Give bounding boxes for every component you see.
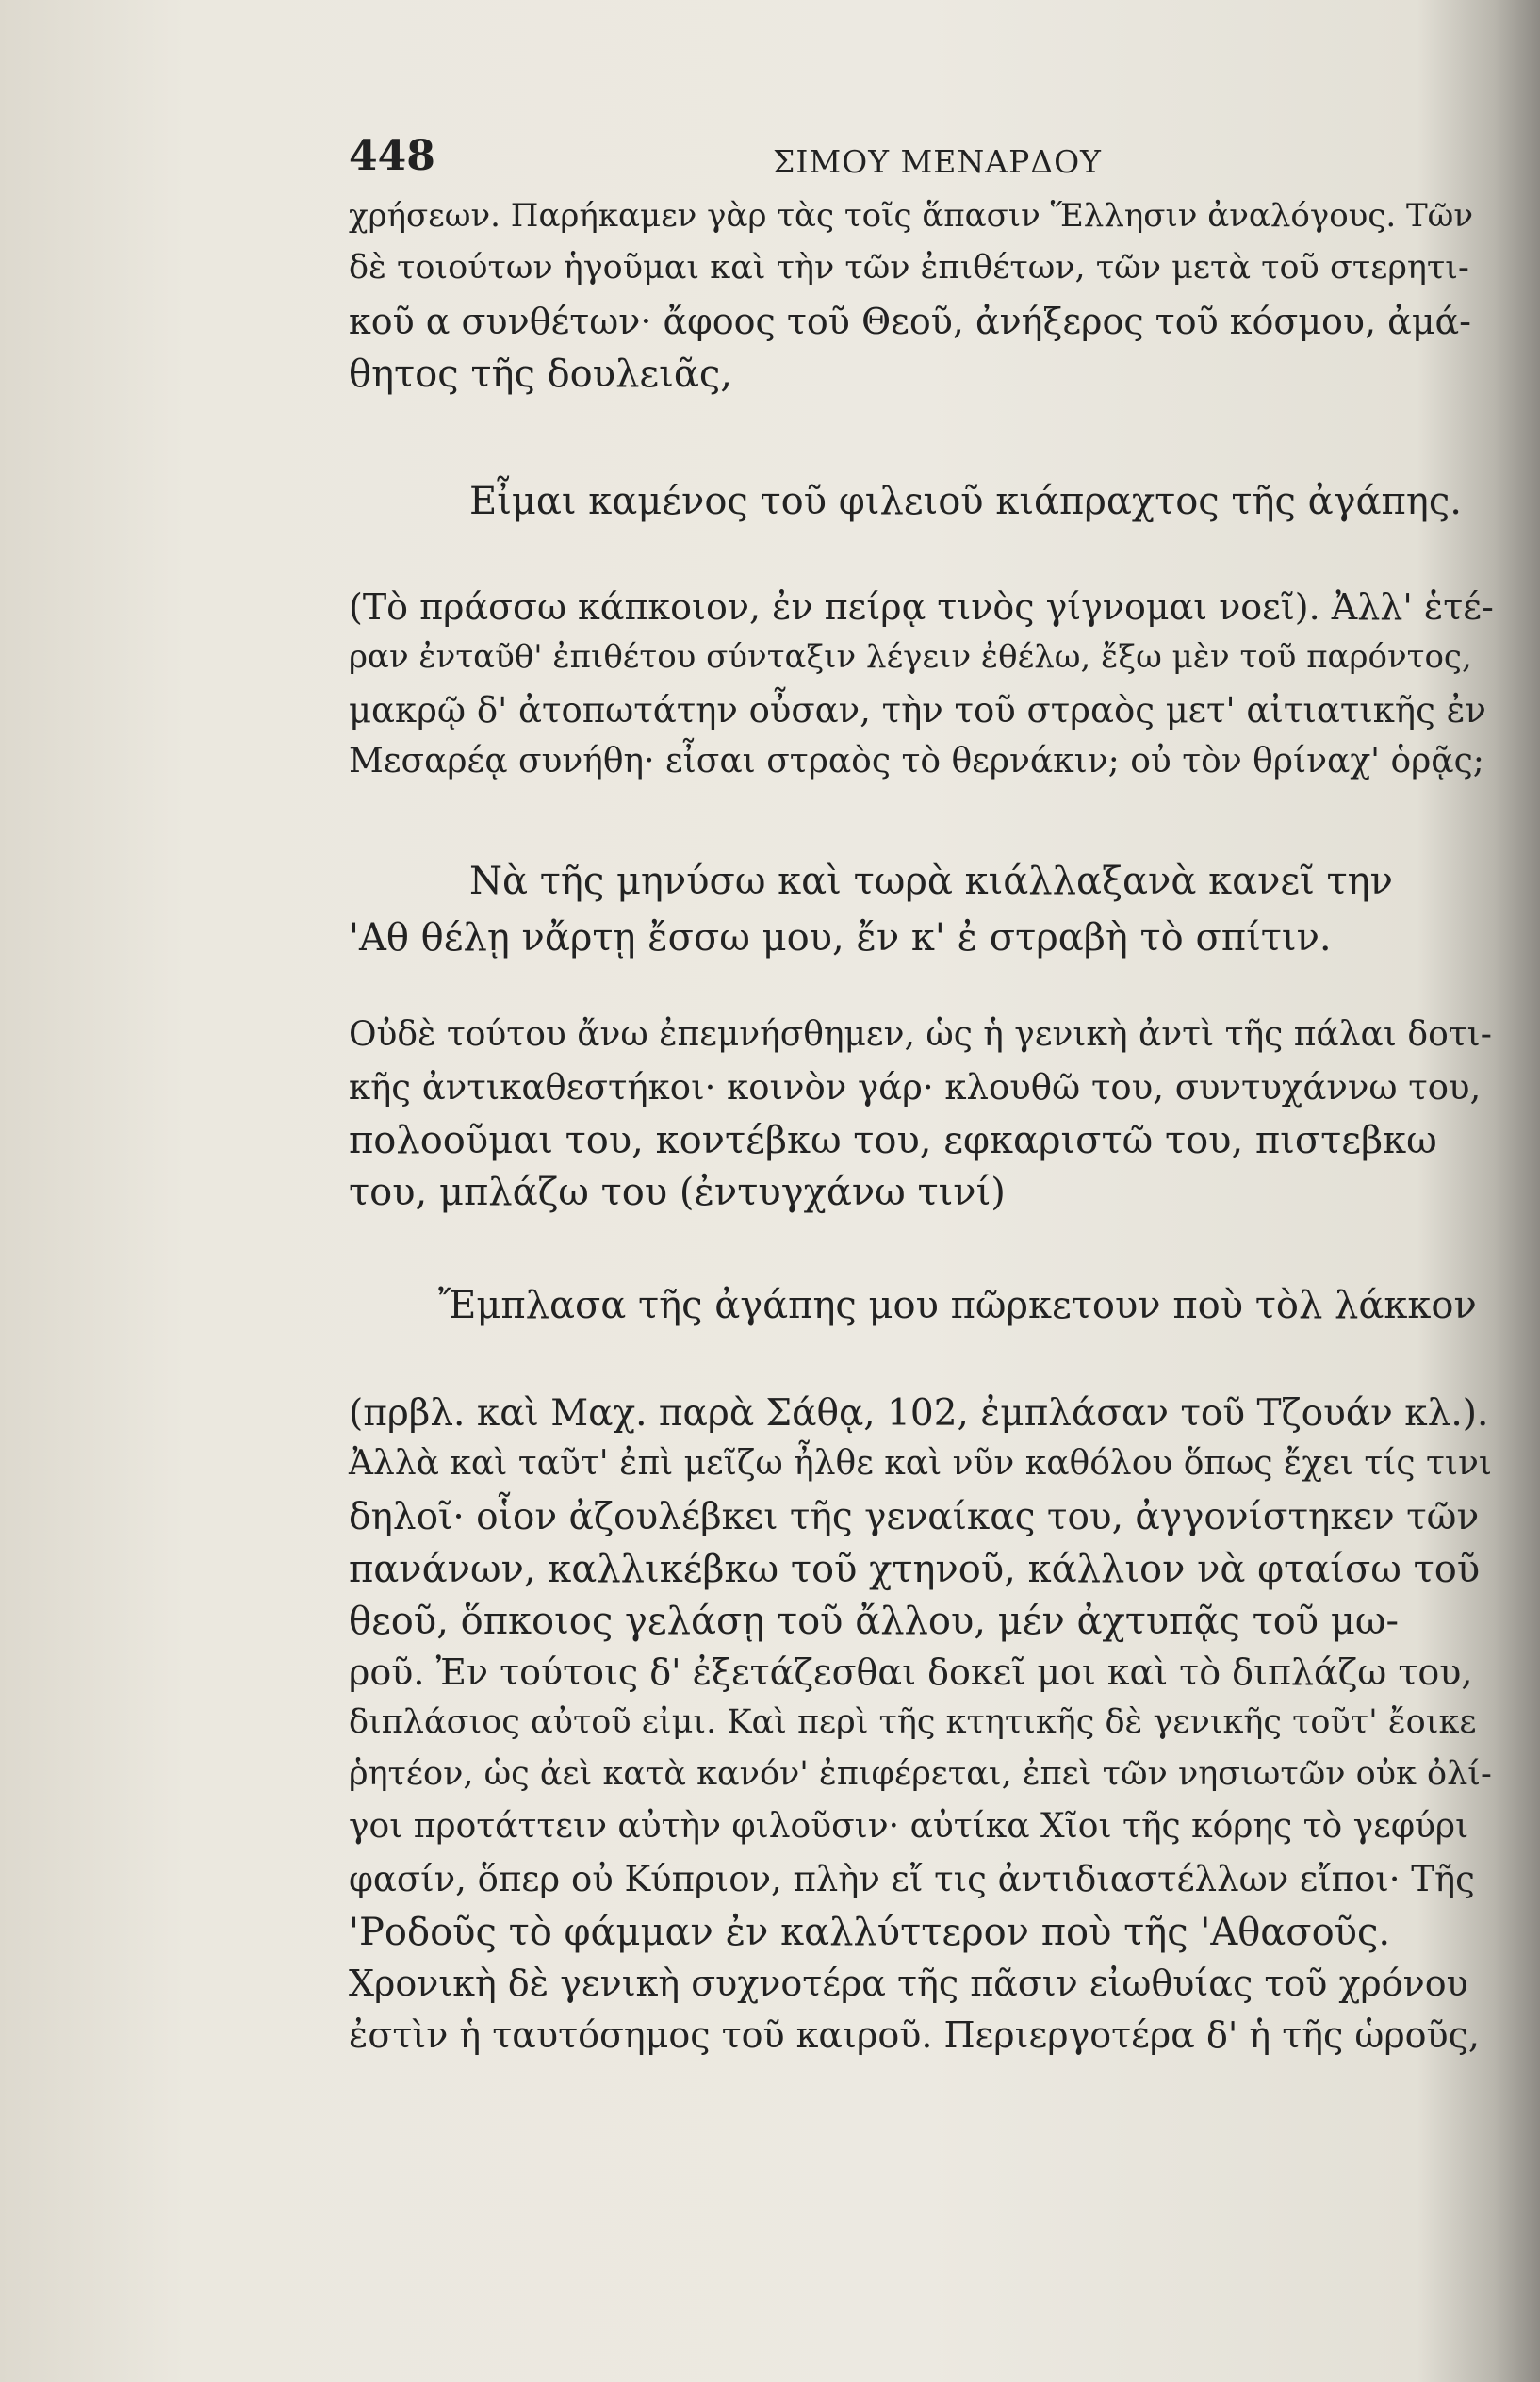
text-line: (Τὸ πράσσω κάπκοιον, ἐν πείρᾳ τινὸς γίγνομαι νοεῖ). Ἀλλ' ἑτέ- <box>349 586 1494 628</box>
text-line: κοῦ α συνθέτων· ἄφοος τοῦ Θεοῦ, ἀνήξερος τοῦ κόσμου, ἀμά- <box>349 301 1472 342</box>
text-line: πανάνων, καλλικέβκω τοῦ χτηνοῦ, κάλλιον νὰ φταίσω τοῦ <box>349 1548 1481 1591</box>
text-line: διπλάσιος αὐτοῦ εἰμι. Καὶ περὶ τῆς κτητικῆς δὲ γενικῆς τοῦτ' ἔοικε <box>349 1703 1477 1741</box>
text-line: γοι προτάττειν αὐτὴν φιλοῦσιν· αὐτίκα Χῖοι τῆς κόρης τὸ γεφύρι <box>349 1807 1469 1846</box>
text-line: Μεσαρέᾳ συνήθη· εἶσαι στραὸς τὸ θερνάκιν; οὐ τὸν θρίναχ' ὁρᾷς; <box>349 742 1484 780</box>
text-line: ῥητέον, ὡς ἀεὶ κατὰ κανόν' ἐπιφέρεται, ἐπεὶ τῶν νησιωτῶν οὐκ ὀλί- <box>349 1755 1492 1793</box>
text-line: μακρῷ δ' ἀτοπωτάτην οὖσαν, τὴν τοῦ στραὸς μετ' αἰτιατικῆς ἐν <box>349 690 1486 731</box>
text-line: του, μπλάζω του (ἐντυγχάνω τινί) <box>349 1171 1006 1214</box>
text-line: χρήσεων. Παρήκαμεν γὰρ τὰς τοῖς ἅπασιν Ἕλλησιν ἀναλόγους. Τῶν <box>349 197 1474 235</box>
verse-line: Νὰ τῆς μηνύσω καὶ τωρὰ κιάλλαξανὰ κανεῖ την <box>469 860 1393 903</box>
text-line: δηλοῖ· οἷον ἀζουλέβκει τῆς γεναίκας του, ἀγγονίστηκεν τῶν <box>349 1496 1480 1538</box>
text-line: δὲ τοιούτων ἡγοῦμαι καὶ τὴν τῶν ἐπιθέτων, τῶν μετὰ τοῦ στερητι- <box>349 249 1469 287</box>
text-line: Οὐδὲ τούτου ἄνω ἐπεμνήσθημεν, ὡς ἡ γενικὴ ἀντὶ τῆς πάλαι δοτι- <box>349 1015 1492 1054</box>
text-line: (πρβλ. καὶ Μαχ. παρὰ Σάθᾳ, 102, ἐμπλάσαν τοῦ Τζουάν κλ.). <box>349 1392 1489 1435</box>
text-line: πολοοῦμαι του, κοντέβκω του, εφκαριστῶ του, πιστεβκω <box>349 1119 1437 1162</box>
page-header <box>349 132 1494 189</box>
text-line: κῆς ἀντικαθεστήκοι· κοινὸν γάρ· κλουθῶ του, συντυχάννω του, <box>349 1067 1482 1108</box>
verse-line: Εἶμαι καμένος τοῦ φιλειοῦ κιάπραχτος τῆς ἀγάπης. <box>469 480 1462 523</box>
running-title: ΣΙΜΟΥ ΜΕΝΑΡΔΟΥ <box>773 143 1102 180</box>
text-line: φασίν, ὅπερ οὐ Κύπριον, πλὴν εἴ τις ἀντιδιαστέλλων εἴποι· Τῆς <box>349 1859 1475 1899</box>
text-line: Ἀλλὰ καὶ ταῦτ' ἐπὶ μεῖζω ἦλθε καὶ νῦν καθόλου ὅπως ἔχει τίς τινι <box>349 1444 1493 1483</box>
verse-line: Ἔμπλασα τῆς ἀγάπης μου πῶρκετουν ποὺ τὸλ λάκκον <box>438 1284 1477 1327</box>
text-line: θητος τῆς δουλειᾶς, <box>349 353 732 396</box>
page-number: 448 <box>349 132 435 180</box>
text-line: θεοῦ, ὅπκοιος γελάσῃ τοῦ ἄλλου, μέν ἀχτυπᾷς τοῦ μω- <box>349 1600 1399 1643</box>
verse-line: 'Αθ θέλῃ νἄρτῃ ἔσσω μου, ἔν κ' ἐ στραβὴ τὸ σπίτιν. <box>349 916 1332 960</box>
text-line: Χρονικὴ δὲ γενικὴ συχνοτέρα τῆς πᾶσιν εἰωθυίας τοῦ χρόνου <box>349 1963 1468 2004</box>
text-line: ἐστὶν ἡ ταυτόσημος τοῦ καιροῦ. Περιεργοτέρα δ' ἡ τῆς ὡροῦς, <box>349 2014 1481 2056</box>
text-line: ροῦ. Ἐν τούτοις δ' ἐξετάζεσθαι δοκεῖ μοι καὶ τὸ διπλάζω του, <box>349 1651 1473 1693</box>
text-line: 'Ροδοῦς τὸ φάμμαν ἐν καλλύττερον ποὺ τῆς 'Αθασοῦς. <box>349 1911 1391 1954</box>
text-line: ραν ἐνταῦθ' ἐπιθέτου σύνταξιν λέγειν ἐθέλω, ἔξω μὲν τοῦ παρόντος, <box>349 638 1472 676</box>
